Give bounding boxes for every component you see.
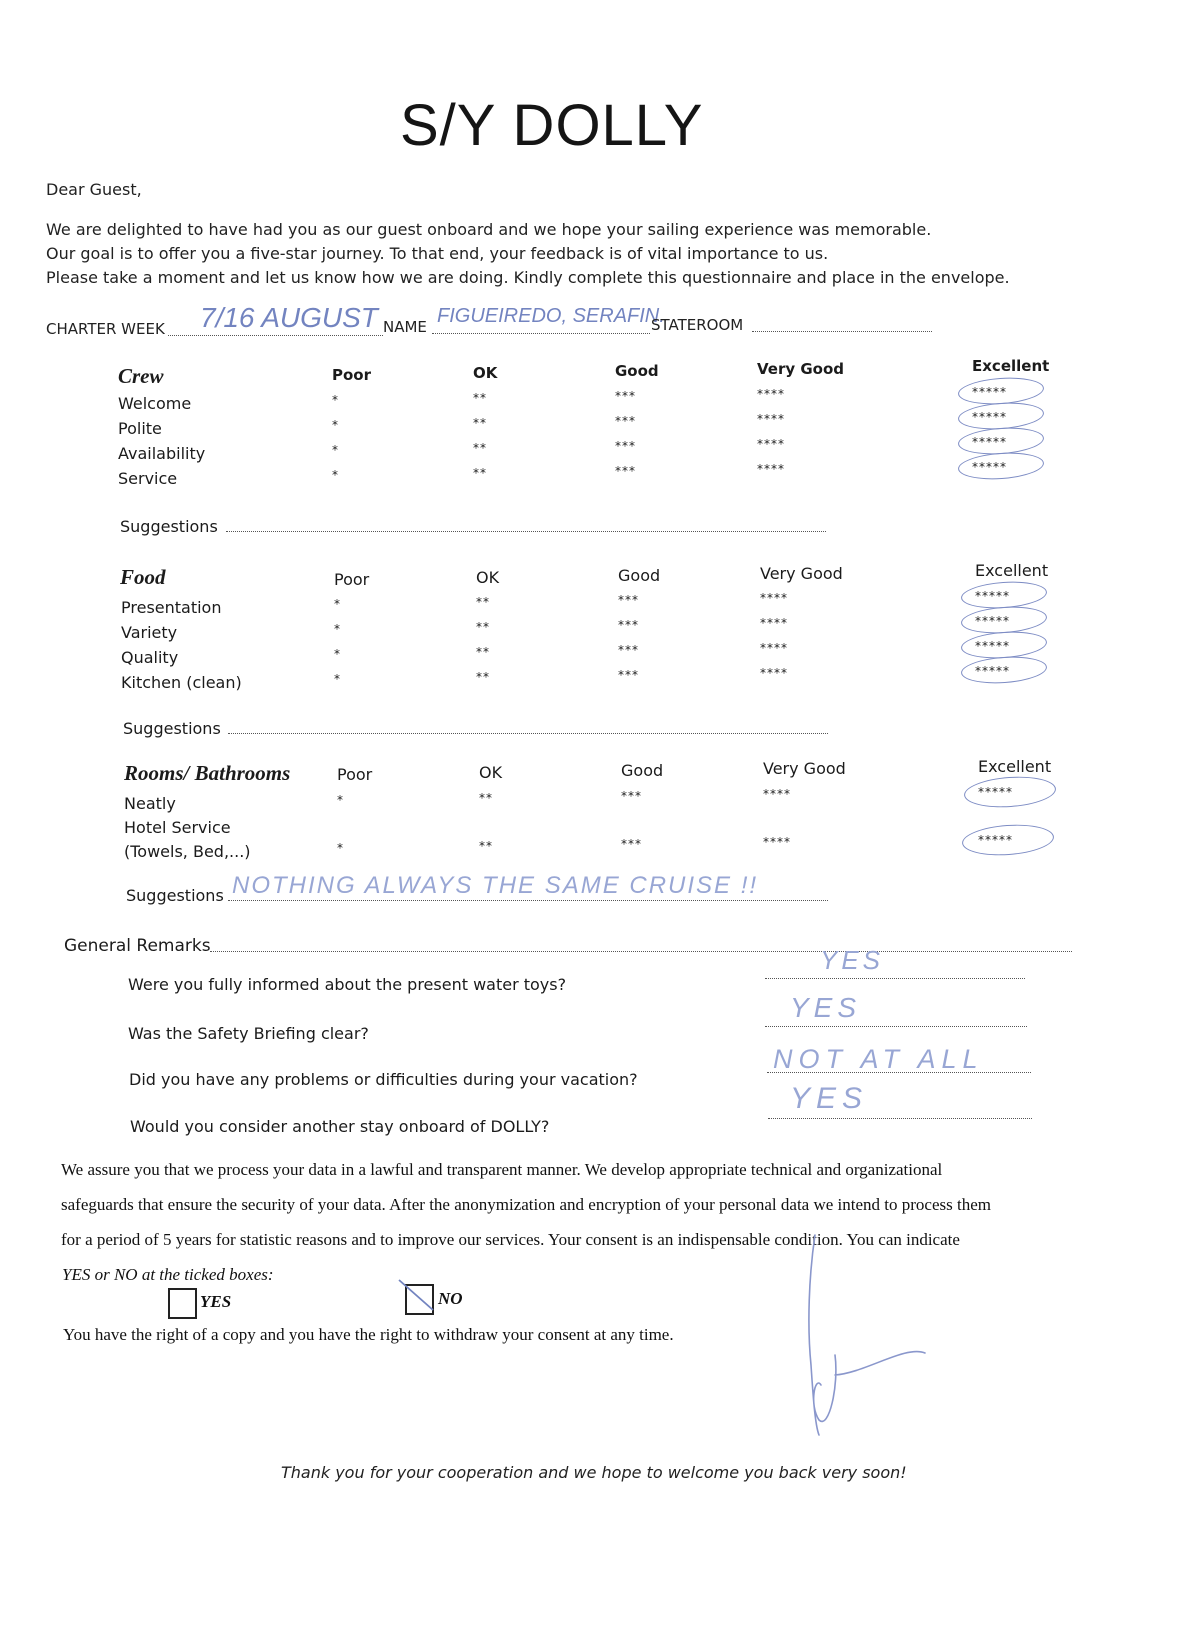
star-1: * — [334, 672, 341, 686]
selection-circle — [960, 654, 1048, 686]
star-4: **** — [757, 412, 785, 426]
privacy-line-2: safeguards that ensure the security of your data. After the anonymization and encryption of your personal data we intend to process them — [61, 1195, 991, 1214]
charter-week-value: 7/16 AUGUST — [200, 302, 378, 333]
consent-no-label: NO — [438, 1289, 463, 1308]
crew-header-poor: Poor — [332, 366, 372, 384]
star-5: ***** — [978, 833, 1013, 847]
charter-week-label: CHARTER WEEK — [46, 320, 165, 338]
star-3: *** — [618, 643, 639, 657]
question-1: Were you fully informed about the present water toys? — [128, 975, 567, 994]
section-title-food: Food — [120, 565, 166, 589]
selection-circle — [961, 822, 1055, 858]
star-3: *** — [621, 837, 642, 851]
star-4: **** — [757, 437, 785, 451]
rooms-suggestions-value: NOTHING ALWAYS THE SAME CRUISE !! — [232, 872, 759, 899]
star-5: ***** — [972, 410, 1007, 424]
star-5: ***** — [978, 785, 1013, 799]
rooms-item-neatly: Neatly — [124, 794, 176, 813]
star-3: *** — [615, 439, 636, 453]
star-2: ** — [476, 645, 490, 659]
food-header-very-good: Very Good — [760, 564, 843, 583]
name-label: NAME — [383, 318, 427, 336]
rooms-header-very-good: Very Good — [763, 759, 846, 778]
star-3: *** — [615, 414, 636, 428]
privacy-line-4: YES or NO at the ticked boxes: — [62, 1265, 274, 1284]
crew-item-availability: Availability — [118, 444, 206, 463]
star-1: * — [334, 597, 341, 611]
star-4: **** — [760, 616, 788, 630]
selection-circle — [963, 774, 1057, 810]
star-2: ** — [473, 466, 487, 480]
star-3: *** — [618, 668, 639, 682]
food-suggestions-label: Suggestions — [123, 719, 221, 738]
crew-item-service: Service — [118, 469, 178, 488]
rooms-suggestions-line — [228, 900, 828, 901]
star-1: * — [332, 418, 339, 432]
consent-yes-label: YES — [200, 1292, 232, 1311]
food-suggestions-line — [228, 733, 828, 734]
privacy-line-3: for a period of 5 years for statistic reasons and to improve our services. Your consent is an indispensable condition. You can indicate — [61, 1230, 960, 1249]
name-value: FIGUEIREDO, SERAFIN. — [437, 305, 665, 327]
rooms-header-poor: Poor — [337, 765, 373, 784]
star-1: * — [332, 393, 339, 407]
star-2: ** — [476, 670, 490, 684]
question-4: Would you consider another stay onboard of DOLLY? — [130, 1117, 550, 1136]
answer-2: YES — [790, 992, 862, 1023]
star-3: *** — [615, 464, 636, 478]
stateroom-label: STATEROOM — [651, 316, 744, 334]
food-item-quality: Quality — [121, 648, 179, 667]
crew-item-polite: Polite — [118, 419, 162, 438]
selection-circle — [957, 450, 1045, 482]
crew-header-ok: OK — [473, 364, 498, 382]
page-title: S/Y DOLLY — [400, 93, 704, 158]
answer-3: NOT AT ALL — [773, 1044, 984, 1074]
food-item-kitchen: Kitchen (clean) — [121, 673, 242, 692]
star-5: ***** — [975, 639, 1010, 653]
crew-header-very-good: Very Good — [757, 360, 845, 378]
star-5: ***** — [972, 435, 1007, 449]
rooms-header-good: Good — [621, 761, 664, 780]
star-4: **** — [763, 787, 791, 801]
rooms-header-ok: OK — [479, 763, 503, 782]
star-1: * — [337, 841, 344, 855]
crew-header-good: Good — [615, 362, 659, 380]
star-5: ***** — [975, 664, 1010, 678]
star-4: **** — [760, 641, 788, 655]
rooms-suggestions-label: Suggestions — [126, 886, 224, 905]
star-1: * — [334, 647, 341, 661]
star-3: *** — [618, 618, 639, 632]
food-item-presentation: Presentation — [121, 598, 222, 617]
star-4: **** — [757, 387, 785, 401]
food-header-good: Good — [618, 566, 661, 585]
intro-line-1: We are delighted to have had you as our guest onboard and we hope your sailing experience was memorable. — [46, 220, 932, 239]
star-2: ** — [473, 441, 487, 455]
rooms-item-hotel-service: Hotel Service — [124, 818, 231, 837]
section-title-crew: Crew — [118, 364, 164, 388]
answer-4: YES — [790, 1082, 869, 1115]
star-2: ** — [473, 391, 487, 405]
rights-text: You have the right of a copy and you have the right to withdraw your consent at any time. — [63, 1325, 674, 1344]
star-3: *** — [615, 389, 636, 403]
star-5: ***** — [972, 460, 1007, 474]
star-2: ** — [479, 839, 493, 853]
star-4: **** — [763, 835, 791, 849]
star-3: *** — [618, 593, 639, 607]
consent-yes-checkbox[interactable] — [168, 1288, 197, 1319]
star-4: **** — [760, 591, 788, 605]
general-remarks-label: General Remarks — [64, 936, 211, 956]
intro-line-3: Please take a moment and let us know how we are doing. Kindly complete this questionnaire and place in the envelope. — [46, 268, 1010, 287]
star-1: * — [337, 793, 344, 807]
food-header-excellent: Excellent — [975, 561, 1049, 580]
consent-no-checkbox[interactable] — [405, 1284, 434, 1315]
food-item-variety: Variety — [121, 623, 178, 642]
rooms-item-towels-bed: (Towels, Bed,...) — [124, 842, 251, 861]
answer-1: YES — [820, 945, 885, 975]
crew-suggestions-line — [226, 531, 826, 532]
crew-item-welcome: Welcome — [118, 394, 192, 413]
star-4: **** — [760, 666, 788, 680]
star-1: * — [334, 622, 341, 636]
food-header-poor: Poor — [334, 570, 370, 589]
star-2: ** — [479, 791, 493, 805]
check-mark-icon — [407, 1286, 432, 1313]
section-title-rooms: Rooms/ Bathrooms — [124, 761, 291, 785]
crew-header-excellent: Excellent — [972, 357, 1050, 375]
star-1: * — [332, 468, 339, 482]
star-4: **** — [757, 462, 785, 476]
greeting: Dear Guest, — [46, 180, 142, 199]
general-remarks-line — [210, 951, 1072, 952]
star-2: ** — [476, 620, 490, 634]
star-1: * — [332, 443, 339, 457]
star-5: ***** — [972, 385, 1007, 399]
question-3: Did you have any problems or difficulties during your vacation? — [129, 1070, 638, 1089]
food-header-ok: OK — [476, 568, 500, 587]
rooms-header-excellent: Excellent — [978, 757, 1052, 776]
privacy-line-1: We assure you that we process your data in a lawful and transparent manner. We develop appropriate technical and organizational — [61, 1160, 943, 1179]
star-5: ***** — [975, 589, 1010, 603]
star-2: ** — [476, 595, 490, 609]
question-2: Was the Safety Briefing clear? — [128, 1024, 369, 1043]
signature-icon — [795, 1235, 955, 1435]
star-5: ***** — [975, 614, 1010, 628]
star-3: *** — [621, 789, 642, 803]
crew-suggestions-label: Suggestions — [120, 517, 218, 536]
star-2: ** — [473, 416, 487, 430]
closing-text: Thank you for your cooperation and we hope to welcome you back very soon! — [281, 1463, 907, 1482]
intro-line-2: Our goal is to offer you a five-star journey. To that end, your feedback is of vital importance to us. — [46, 244, 829, 263]
